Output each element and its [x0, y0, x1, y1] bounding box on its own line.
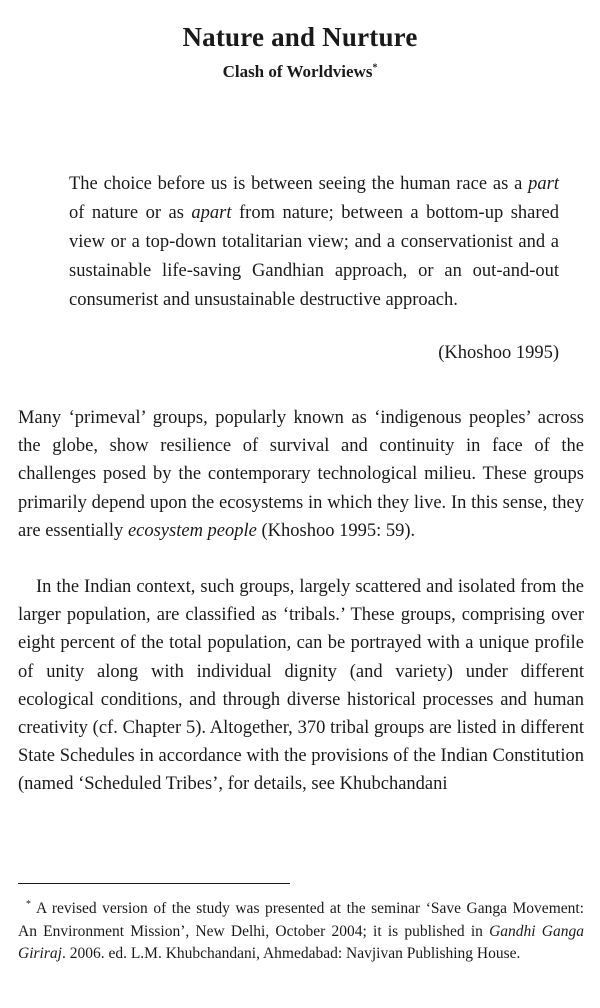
- body-paragraph-1: [18, 404, 584, 545]
- epigraph-citation: (Khoshoo 1995): [438, 343, 559, 363]
- paragraph-1-text-1: Many ‘primeval’ groups, popularly known as ‘indigenous peoples’ across the globe, show resilience of survival and continuity in face of the challenges posed by the contemporary technological milieu. These groups primarily depend upon the ecosystems in which they live. In this sense, they are essentially: [18, 408, 584, 541]
- epigraph-text-3: from nature; between a bottom-up shared view or a top-down totalitarian view; and a conservationist and a sustainable life-saving Gandhian approach, or an out-and-out consumerist and unsustainable destructive approach.: [69, 203, 559, 310]
- chapter-subtitle: [0, 62, 600, 82]
- epigraph-text-2: of nature or as: [69, 203, 192, 223]
- footnote-book-title: Gandhi Ganga Giriraj: [18, 922, 584, 962]
- epigraph-text-1: The choice before us is between seeing the human race as a: [69, 174, 529, 194]
- epigraph-emphasis-part: part: [528, 174, 559, 194]
- chapter-title: Nature and Nurture: [182, 22, 418, 52]
- body-paragraph-2: In the Indian context, such groups, largely scattered and isolated from the larger population, are classified as ‘tribals.’ These groups, comprising over eight percent of the total population, can be portrayed with a unique profile of unity along with individual dignity (and variety) under different ecological conditions, and through diverse historical processes and human creativity (cf. Chapter 5). Altogether, 370 tribal groups are listed in different State Schedules in accordance with the provisions of the Indian Constitution (named ‘Scheduled Tribes’, for details, see Khubchandani: [18, 577, 584, 795]
- footnote-marker: *: [26, 898, 31, 910]
- footnote-text-1: A revised version of the study was presented at the seminar ‘Save Ganga Movement: An Environment Mission’, New Delhi, October 2004; it is published in: [18, 900, 584, 940]
- epigraph-emphasis-apart: apart: [191, 203, 232, 223]
- footnote-text-2: . 2006. ed. L.M. Khubchandani, Ahmedabad: Navjivan Publishing House.: [61, 945, 521, 962]
- footnote: [18, 898, 584, 966]
- footnote-reference-marker: *: [372, 62, 378, 74]
- paragraph-1-text-2: (Khoshoo 1995: 59).: [256, 520, 416, 541]
- subtitle-text: Clash of Worldviews: [222, 62, 373, 81]
- paragraph-1-emphasis: ecosystem people: [127, 520, 257, 541]
- epigraph-quote: [69, 170, 559, 315]
- footnote-divider: [18, 883, 290, 884]
